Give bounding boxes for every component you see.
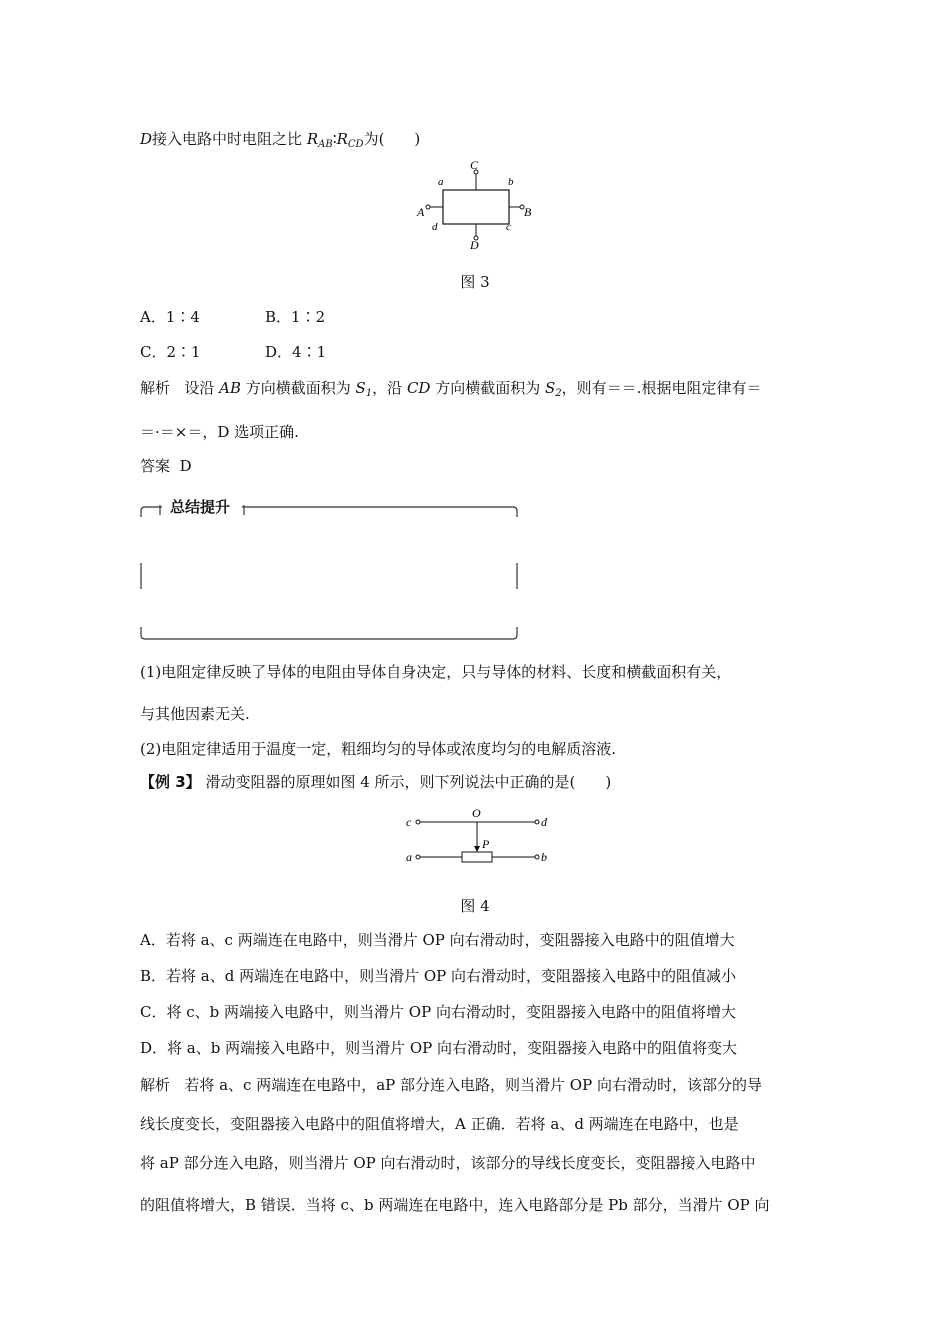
label-corner-c: c bbox=[506, 221, 511, 233]
q3-analysis-line-3: 将 aP 部分连入电路，则当滑片 OP 向右滑动时，该部分的导线长度变长，变阻器接入电路中 bbox=[140, 1154, 756, 1172]
analysis-text: ，则有＝＝.根据电阻定律有＝ bbox=[561, 379, 762, 397]
example-tag: 【例 3】 bbox=[140, 773, 201, 791]
var-cd: CD bbox=[406, 379, 431, 397]
q3-analysis-line-2: 线长度变长，变阻器接入电路中的阻值将增大，A 正确．若将 a、d 两端连在电路中，也是 bbox=[140, 1115, 739, 1133]
analysis-text: 方向横截面积为 bbox=[240, 379, 356, 397]
option-c: C．2∶1 bbox=[140, 343, 201, 361]
var-r: R bbox=[336, 130, 348, 148]
var-ab: AB bbox=[219, 379, 241, 397]
option-b: B．1∶2 bbox=[265, 308, 326, 326]
stem-text: 接入电路中时电阻之比 bbox=[152, 130, 307, 148]
label-b: b bbox=[541, 850, 547, 864]
q3-analysis-text: 若将 a、c 两端连在电路中，aP 部分连入电路，则当滑片 OP 向右滑动时，该部分的导 bbox=[184, 1076, 762, 1094]
answer-line bbox=[140, 455, 192, 477]
summary-item-1-line-1: (1)电阻定律反映了导体的电阻由导体自身决定，只与导体的材料、长度和横截面积有关， bbox=[140, 663, 732, 681]
label-p: P bbox=[482, 837, 490, 851]
subscript-ab: AB bbox=[318, 139, 333, 150]
stem-suffix: 为( ) bbox=[363, 130, 421, 148]
label-corner-d: d bbox=[432, 221, 438, 233]
analysis-line-1 bbox=[140, 377, 761, 405]
summary-title: 总结提升 bbox=[166, 496, 234, 517]
analysis-text: ，沿 bbox=[372, 379, 407, 397]
q3-analysis-line-4: 的阻值将增大，B 错误．当将 c、b 两端连在电路中，连入电路部分是 Pb 部分，当滑片 OP 向 bbox=[140, 1196, 770, 1214]
label-corner-b: b bbox=[508, 176, 514, 188]
subscript-cd: CD bbox=[347, 139, 364, 150]
resistor-block bbox=[443, 190, 509, 224]
figure-4-diagram bbox=[400, 806, 560, 874]
q3-analysis-line-1 bbox=[140, 1074, 762, 1096]
q3-option-c: C．将 c、b 两端接入电路中，则当滑片 OP 向右滑动时，变阻器接入电路中的阻值将增大 bbox=[140, 1003, 736, 1021]
q3-option-d: D．将 a、b 两端接入电路中，则当滑片 OP 向右滑动时，变阻器接入电路中的阻值将变大 bbox=[140, 1039, 738, 1057]
summary-item-1-line-2: 与其他因素无关. bbox=[140, 705, 250, 723]
var-r: R bbox=[306, 130, 319, 148]
option-a: A．1∶4 bbox=[140, 308, 200, 326]
label-d: d bbox=[541, 815, 547, 829]
example-stem-text: 滑动变阻器的原理如图 4 所示，则下列说法中正确的是( ) bbox=[205, 773, 612, 791]
analysis-line-2: ＝·＝×＝，D 选项正确. bbox=[140, 423, 299, 441]
var-s: S bbox=[545, 379, 556, 397]
label-o: O bbox=[472, 806, 481, 820]
q3-option-b: B．若将 a、d 两端连在电路中，则当滑片 OP 向右滑动时，变阻器接入电路中的阻值减小 bbox=[140, 967, 737, 985]
label-c-top: C bbox=[470, 158, 479, 172]
figure-3-caption: 图 3 bbox=[460, 273, 490, 291]
summary-item-2: (2)电阻定律适用于温度一定，粗细均匀的导体或浓度均匀的电解质溶液. bbox=[140, 740, 617, 758]
summary-box-frame bbox=[140, 505, 518, 641]
option-d: D．4∶1 bbox=[265, 343, 327, 361]
label-d-bottom: D bbox=[470, 238, 479, 252]
label-a: a bbox=[406, 850, 412, 864]
figure-3-diagram bbox=[410, 158, 540, 258]
subscript-2: 2 bbox=[555, 388, 562, 399]
label-c: c bbox=[406, 815, 412, 829]
label-a-left: A bbox=[417, 205, 425, 219]
rheostat-resistor bbox=[462, 852, 492, 862]
analysis-text: 方向横截面积为 bbox=[430, 379, 546, 397]
var-s: S bbox=[355, 379, 366, 397]
answer-value: D bbox=[179, 457, 192, 475]
subscript-1: 1 bbox=[365, 388, 373, 399]
answer-label: 答案 bbox=[140, 457, 171, 475]
q3-analysis-label: 解析 bbox=[140, 1076, 171, 1094]
analysis-label: 解析 bbox=[140, 379, 171, 397]
figure-4-caption: 图 4 bbox=[460, 897, 490, 915]
ratio-colon: ∶ bbox=[332, 130, 337, 148]
analysis-text: 设沿 bbox=[184, 379, 220, 397]
question-stem-tail bbox=[140, 128, 420, 156]
var-d: D bbox=[140, 130, 153, 148]
q3-option-a: A．若将 a、c 两端连在电路中，则当滑片 OP 向右滑动时，变阻器接入电路中的阻值增大 bbox=[140, 931, 735, 949]
example-3-stem bbox=[140, 771, 611, 793]
label-corner-a: a bbox=[438, 176, 444, 188]
label-b-right: B bbox=[524, 205, 532, 219]
